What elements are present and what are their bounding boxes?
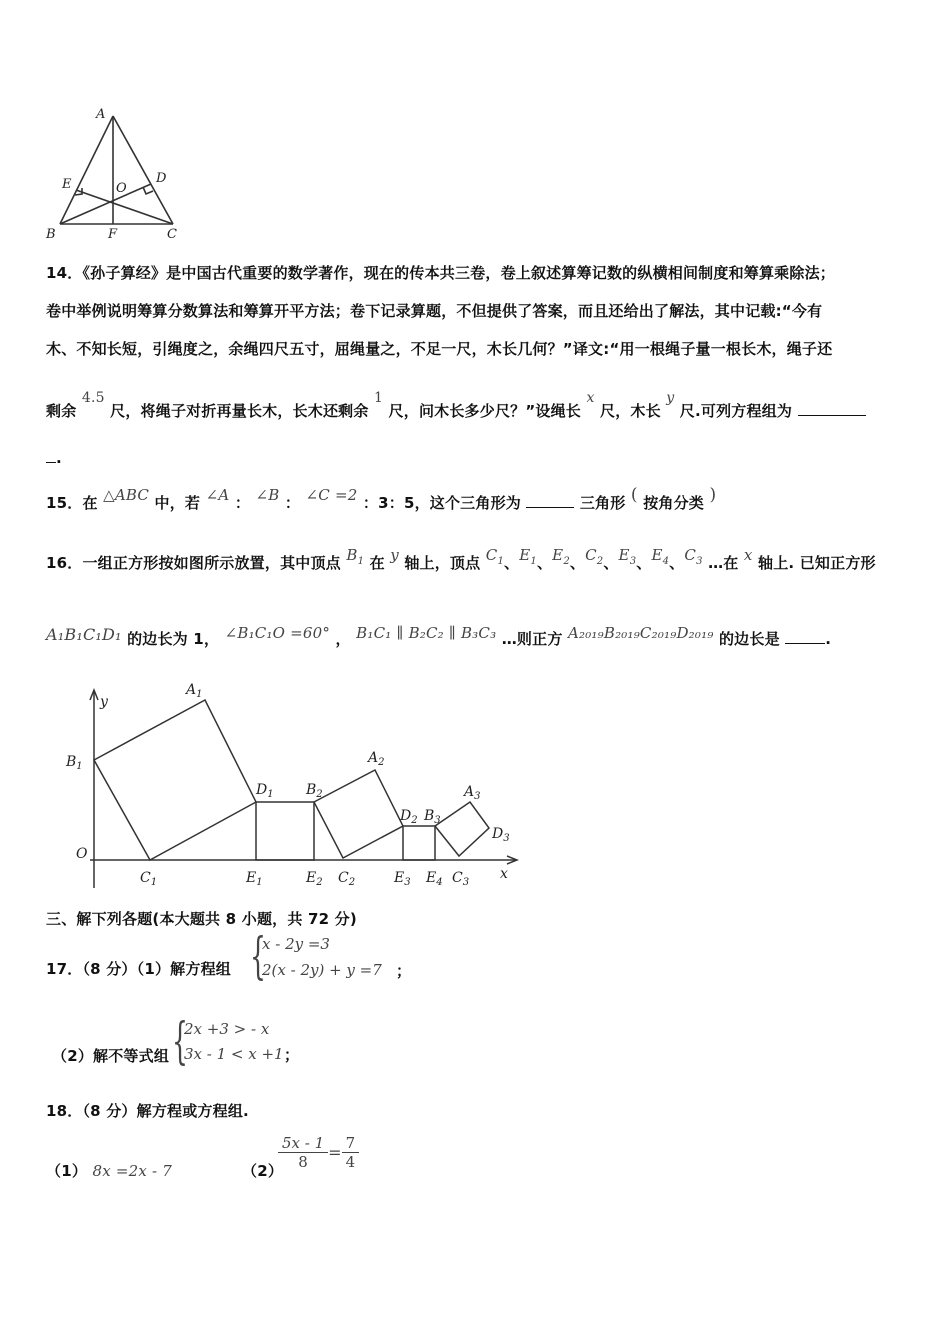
q15-text: 中，若 bbox=[154, 494, 201, 512]
q18-frac-num: 5x - 1 bbox=[278, 1134, 328, 1153]
label-B: B bbox=[46, 227, 56, 242]
label-B1: $B_1$ bbox=[66, 754, 83, 772]
label-A: A bbox=[96, 107, 106, 122]
q17-eq1: x - 2y =3 bbox=[262, 935, 330, 953]
q14-line2: 卷中举例说明筹算分数算法和筹算开平方法；卷下记录算题，不但提供了答案，而且还给出了解法，其中记载:“今有 bbox=[46, 302, 823, 320]
label-C: C bbox=[167, 227, 177, 242]
q16-angle: ∠B₁C₁O =60° bbox=[224, 624, 331, 642]
label-B2: $B_2$ bbox=[306, 782, 323, 800]
q14-text: 尺，问木长多少尺？”设绳长 bbox=[388, 402, 582, 420]
q18-label: 18．（8 分）解方程或方程组. bbox=[46, 1102, 249, 1120]
q16-text: 轴上，顶点 bbox=[404, 554, 481, 572]
q16-comma: ， bbox=[335, 630, 351, 648]
q16-end: . bbox=[825, 630, 832, 648]
q16-text: 轴上. 已知正方形 bbox=[758, 554, 876, 572]
label-C2: $C_2$ bbox=[338, 870, 356, 888]
q17-part2: （2）解不等式组 bbox=[52, 1047, 170, 1065]
q17-eq2: 2(x - 2y) + y =7 bbox=[262, 961, 382, 979]
label-E4: $E_4$ bbox=[426, 870, 443, 888]
label-F: F bbox=[108, 227, 118, 242]
label-A1: $A_1$ bbox=[186, 682, 203, 700]
q16-text: 16．一组正方形按如图所示放置，其中顶点 bbox=[46, 554, 341, 572]
q18-p2-label: （2） bbox=[242, 1162, 284, 1180]
label-E2: $E_2$ bbox=[306, 870, 323, 888]
q18-frac-right bbox=[342, 1134, 360, 1171]
q16-square-2019: A₂₀₁₉B₂₀₁₉C₂₀₁₉D₂₀₁₉ bbox=[567, 624, 714, 642]
q18-rhs-den: 4 bbox=[345, 1153, 356, 1171]
q15-paren-open: ( bbox=[630, 485, 638, 505]
q15-answer-blank[interactable] bbox=[526, 493, 574, 508]
origin-label: O bbox=[76, 846, 88, 862]
q18-p1-label: （1） bbox=[46, 1162, 88, 1180]
label-B3: $B_3$ bbox=[424, 808, 441, 826]
label-A2: $A_2$ bbox=[368, 750, 385, 768]
q15-angle-a: ∠A bbox=[205, 486, 230, 504]
label-D: D bbox=[156, 171, 167, 186]
q17-ineq2: 3x - 1 < x +1 bbox=[184, 1045, 284, 1063]
label-A3: $A_3$ bbox=[464, 784, 481, 802]
q16-var-y: y bbox=[390, 546, 399, 564]
label-C1: $C_1$ bbox=[140, 870, 158, 888]
q16-point: $C_3$ bbox=[684, 546, 703, 567]
q16-point: $E_2$ bbox=[552, 546, 570, 567]
q16-text: 的边长为 1， bbox=[127, 630, 220, 648]
q15-paren-close: ) bbox=[709, 485, 717, 505]
q16-text: …在 bbox=[708, 554, 739, 572]
q14-text: 尺.可列方程组为 bbox=[679, 402, 793, 420]
q18-eq1: 8x =2x - 7 bbox=[92, 1162, 172, 1180]
q14-answer-blank[interactable] bbox=[798, 401, 866, 416]
q14-end: . bbox=[56, 449, 62, 467]
q17-end2: ； bbox=[284, 1046, 300, 1064]
q14-line5 bbox=[46, 448, 62, 467]
q14-var-x: x bbox=[586, 390, 595, 406]
q18-rhs-num: 7 bbox=[342, 1134, 360, 1153]
q15-triangle: △ABC bbox=[103, 486, 150, 504]
q15-text: 15．在 bbox=[46, 494, 98, 512]
axis-x-label: x bbox=[500, 866, 508, 882]
axis-y-label: y bbox=[100, 694, 108, 710]
q16-point: $C_2$ bbox=[585, 546, 604, 567]
q16-line1: 16．一组正方形按如图所示放置，其中顶点 $B_1$ 在 y 轴上，顶点 $C_1$、$E_1$、$E_2$、$C_2$、$E_3$、$E_4$、$C_3$ …在 x 轴上. 已知正方形 bbox=[46, 546, 876, 572]
q15-colon: ： bbox=[234, 494, 251, 512]
q16-var-x: x bbox=[743, 546, 753, 564]
q18-eq2 bbox=[278, 1134, 359, 1171]
q14-answer-blank-cont[interactable] bbox=[46, 448, 56, 463]
q15-text: ：3：5，这个三角形为 bbox=[362, 494, 521, 512]
q16-answer-blank[interactable] bbox=[785, 629, 825, 644]
q18-frac-den: 8 bbox=[298, 1153, 308, 1171]
q16-point: $E_4$ bbox=[651, 546, 670, 567]
q17-brace2: { bbox=[172, 1012, 188, 1070]
label-E: E bbox=[62, 177, 72, 192]
q15-line bbox=[46, 485, 717, 513]
q14-value-1: 1 bbox=[374, 390, 384, 406]
q15-text: 三角形 bbox=[579, 494, 626, 512]
q17-label: 17．（8 分）（1）解方程组 bbox=[46, 960, 231, 978]
triangle-figure bbox=[40, 104, 190, 244]
q15-text: 按角分类 bbox=[643, 494, 704, 512]
q15-angle-b: ∠B bbox=[255, 486, 280, 504]
section3-title: 三、解下列各题(本大题共 8 小题，共 72 分) bbox=[46, 910, 357, 928]
q14-value-4-5: 4.5 bbox=[81, 390, 105, 406]
q14-line4 bbox=[46, 390, 866, 421]
label-E3: $E_3$ bbox=[394, 870, 411, 888]
q15-angle-c: ∠C =2 bbox=[305, 486, 358, 504]
q16-point: $C_1$ bbox=[485, 546, 505, 567]
q17-ineq1: 2x +3 > - x bbox=[184, 1020, 270, 1038]
label-D2: $D_2$ bbox=[400, 808, 418, 826]
q16-point-b1: $B_1$ bbox=[346, 546, 365, 567]
q14-line1: 14．《孙子算经》是中国古代重要的数学著作，现在的传本共三卷，卷上叙述算筹记数的纵横相间制度和筹算乘除法； bbox=[46, 264, 835, 282]
q16-point: $E_3$ bbox=[618, 546, 637, 567]
label-E1: $E_1$ bbox=[246, 870, 263, 888]
q17-end1: ； bbox=[396, 962, 412, 980]
q14-var-y: y bbox=[666, 390, 675, 406]
q18-frac-left bbox=[278, 1134, 328, 1171]
squares-figure bbox=[60, 676, 530, 892]
label-D3: $D_3$ bbox=[492, 826, 510, 844]
q14-text: 剩余 bbox=[46, 402, 77, 420]
label-O: O bbox=[116, 181, 127, 196]
q16-square-1: A₁B₁C₁D₁ bbox=[46, 625, 122, 644]
q18-eqsign: = bbox=[328, 1143, 342, 1162]
q16-text: 的边长是 bbox=[718, 630, 780, 648]
q16-parallel: B₁C₁ ∥ B₂C₂ ∥ B₃C₃ bbox=[356, 624, 497, 642]
q16-text: 在 bbox=[369, 554, 385, 572]
q14-text: 尺，将绳子对折再量长木，长木还剩余 bbox=[110, 402, 369, 420]
q14-text: 尺，木长 bbox=[600, 402, 661, 420]
q16-text: …则正方 bbox=[501, 630, 563, 648]
label-D1: $D_1$ bbox=[256, 782, 274, 800]
q16-line2 bbox=[46, 624, 832, 649]
q17-brace: { bbox=[250, 927, 266, 985]
q14-line3: 木、不知长短，引绳度之，余绳四尺五寸，屈绳量之，不足一尺，木长几何？”译文:“用一根绳子量一根长木，绳子还 bbox=[46, 340, 833, 358]
q15-colon: ： bbox=[284, 494, 301, 512]
label-C3: $C_3$ bbox=[452, 870, 470, 888]
q18-part1 bbox=[46, 1160, 172, 1181]
q16-point: $E_1$ bbox=[519, 546, 537, 567]
